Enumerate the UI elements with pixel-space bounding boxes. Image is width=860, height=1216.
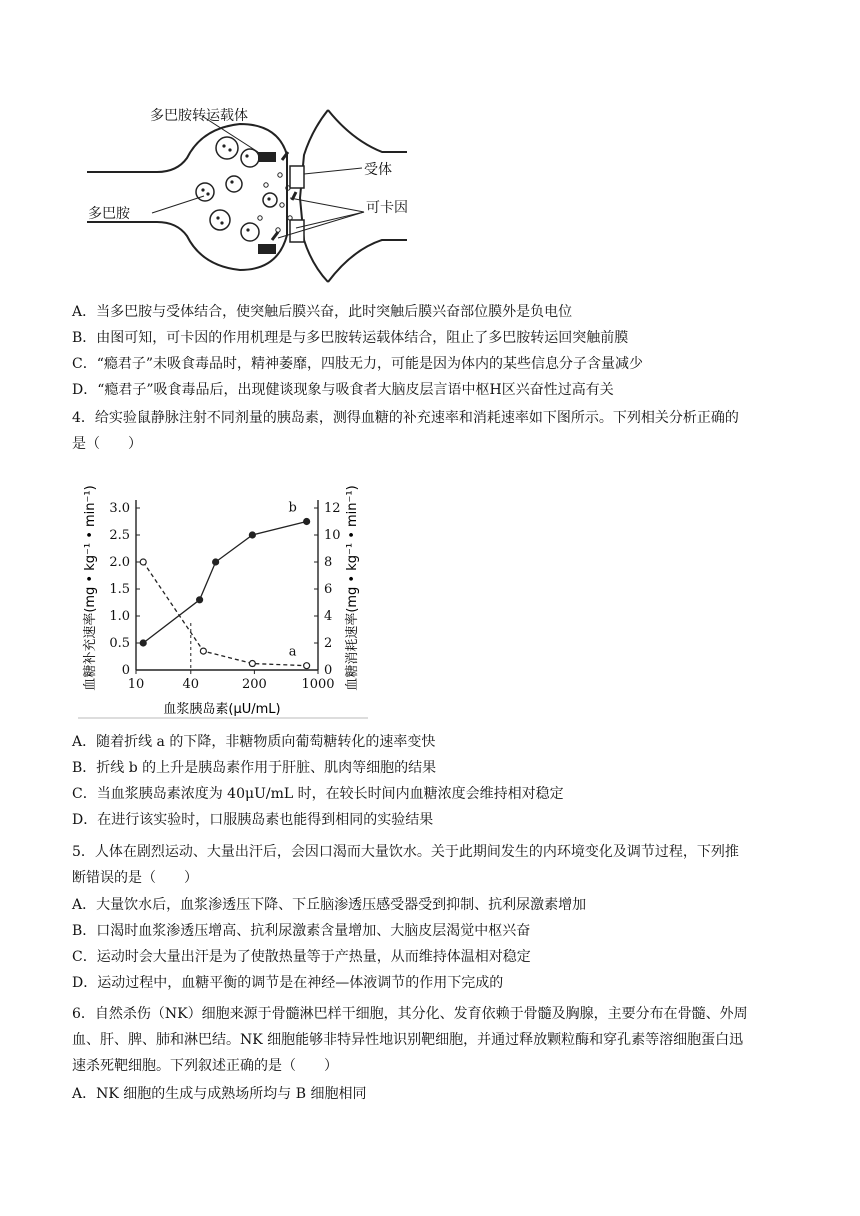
insulin-chart [78, 470, 368, 720]
x-axis-label: 血浆胰岛素(μU/mL) [163, 702, 281, 717]
y-right-tick-label: 12 [324, 501, 341, 516]
q5-option-b: B．口渴时血浆渗透压增高、抗利尿激素含量增加、大脑皮层渴觉中枢兴奋 [72, 923, 531, 939]
q3-option-d: D．“瘾君子”吸食毒品后，出现健谈现象与吸食者大脑皮层言语中枢H区兴奋性过高有关 [72, 382, 614, 398]
q4-option-b: B．折线 b 的上升是胰岛素作用于肝脏、肌肉等细胞的结果 [72, 760, 437, 776]
y-axis-right-label: 血糖消耗速率(mg • kg⁻¹ • min⁻¹) [345, 485, 360, 691]
series-b-point [249, 532, 255, 538]
y-left-tick-label: 2.5 [109, 528, 130, 543]
series-b-point [213, 559, 219, 565]
dopamine-label: 多巴胺 [88, 206, 130, 222]
series-b-point [197, 597, 203, 603]
y-right-tick-label: 8 [324, 555, 333, 570]
series-b-label: b [288, 500, 297, 516]
series-a-point [249, 661, 255, 667]
q5-option-d: D．运动过程中，血糖平衡的调节是在神经—体液调节的作用下完成的 [72, 975, 504, 991]
y-left-tick-label: 1.5 [109, 582, 130, 597]
q4-option-c: C．当血浆胰岛素浓度为 40μU/mL 时，在较长时间内血糖浓度会维持相对稳定 [72, 786, 564, 802]
x-tick-label: 1000 [301, 677, 335, 692]
series-a-label: a [288, 644, 297, 660]
q5-stem-line2: 断错误的是（ ） [72, 870, 198, 886]
y-left-tick-label: 1.0 [109, 609, 130, 624]
q3-option-a: A．当多巴胺与受体结合，使突触后膜兴奋，此时突触后膜兴奋部位膜外是负电位 [72, 304, 573, 320]
transporter-shape [258, 152, 276, 162]
y-left-tick-label: 0 [121, 663, 130, 678]
receptor-label: 受体 [364, 162, 392, 178]
series-a-point [304, 663, 310, 669]
q6-stem-line1: 6．自然杀伤（NK）细胞来源于骨髓淋巴样干细胞，其分化、发育依赖于骨髓及胸腺，主要分布在骨髓、外周 [72, 1006, 748, 1022]
q3-option-c: C．“瘾君子”未吸食毒品时，精神萎靡，四肢无力，可能是因为体内的某些信息分子含量减少 [72, 356, 644, 372]
y-axis-left-label: 血糖补充速率(mg • kg⁻¹ • min⁻¹) [83, 485, 98, 691]
y-left-tick-label: 0.5 [109, 636, 130, 651]
q3-option-b: B．由图可知，可卡因的作用机理是与多巴胺转运载体结合，阻止了多巴胺转运回突触前膜 [72, 330, 629, 346]
q5-option-a: A．大量饮水后，血浆渗透压下降、下丘脑渗透压感受器受到抑制、抗利尿激素增加 [72, 897, 587, 913]
x-tick-label: 200 [241, 677, 267, 692]
q4-option-a: A．随着折线 a 的下降，非糖物质向葡萄糖转化的速率变快 [72, 734, 436, 750]
series-a-point [140, 559, 146, 565]
q6-stem-line3: 速杀死靶细胞。下列叙述正确的是（ ） [72, 1058, 338, 1074]
transporter-label: 多巴胺转运载体 [150, 108, 248, 124]
cocaine-label: 可卡因 [366, 200, 408, 216]
x-tick-label: 40 [182, 677, 200, 692]
y-left-tick-label: 2.0 [109, 555, 130, 570]
y-left-tick-label: 3.0 [109, 501, 130, 516]
y-right-tick-label: 0 [324, 663, 333, 678]
y-right-tick-label: 4 [324, 609, 333, 624]
q5-option-c: C．运动时会大量出汗是为了使散热量等于产热量，从而维持体温相对稳定 [72, 949, 531, 965]
series-a-line [143, 562, 306, 666]
q5-stem-line1: 5．人体在剧烈运动、大量出汗后，会因口渴而大量饮水。关于此期间发生的内环境变化及调节过程，下列推 [72, 844, 739, 860]
y-right-tick-label: 2 [324, 636, 333, 651]
y-right-tick-label: 6 [324, 582, 333, 597]
series-a-point [200, 648, 206, 654]
q4-stem-line2: 是（ ） [72, 436, 142, 452]
q6-option-a: A．NK 细胞的生成与成熟场所均与 B 细胞相同 [72, 1086, 367, 1102]
series-b-line [143, 522, 306, 644]
q6-stem-line2: 血、肝、脾、肺和淋巴结。NK 细胞能够非特异性地识别靶细胞，并通过释放颗粒酶和穿孔素等溶细胞蛋白迅 [72, 1032, 744, 1048]
q4-option-d: D．在进行该实验时，口服胰岛素也能得到相同的实验结果 [72, 812, 434, 828]
receptor-shape [290, 166, 304, 188]
y-right-tick-label: 10 [324, 528, 341, 543]
x-tick-label: 10 [127, 677, 145, 692]
q4-stem-line1: 4．给实验鼠静脉注射不同剂量的胰岛素，测得血糖的补充速率和消耗速率如下图所示。下列相关分析正确的 [72, 410, 739, 426]
series-b-point [140, 640, 146, 646]
synapse-diagram [82, 100, 414, 290]
series-b-point [304, 519, 310, 525]
